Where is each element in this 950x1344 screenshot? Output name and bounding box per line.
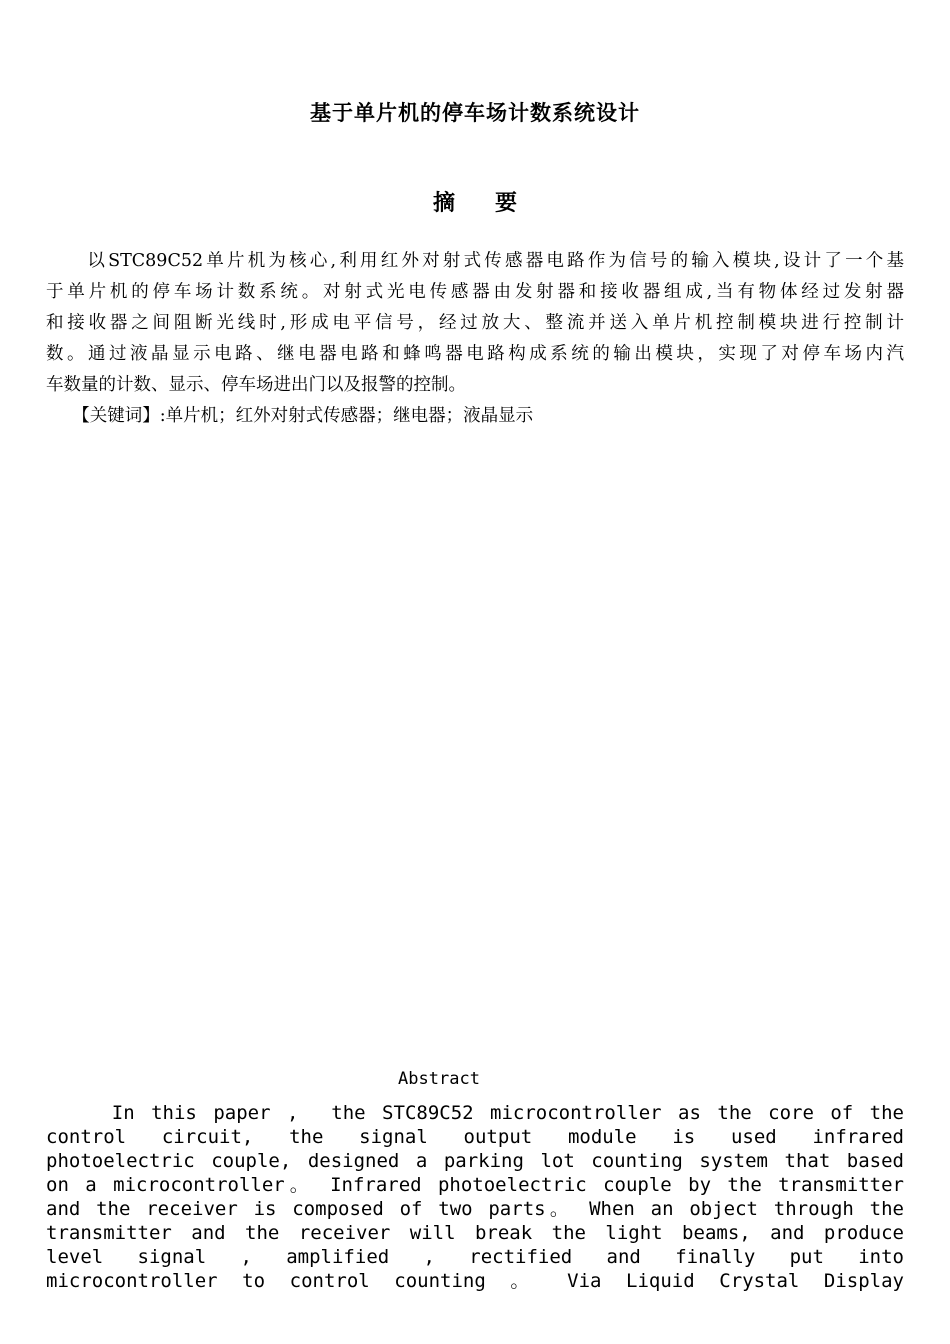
page-title: 基于单片机的停车场计数系统设计 [310,101,640,125]
abstract-en-line-1: In this paper , the STC89C52 microcontroller as the core of the [46,1102,904,1124]
abstract-en-line-8: microcontroller to control counting 。 Via Liquid Crystal Display [46,1270,904,1292]
abstract-en-line-3: photoelectric couple, designed a parking lot counting system that based [46,1150,904,1172]
abstract-heading-char-1: 摘 [432,191,455,216]
abstract-cn-line-3: 和接收器之间阻断光线时,形成电平信号，经过放大、整流并送入单片机控制模块进行控制计 [46,313,904,333]
abstract-heading [0,186,950,217]
keywords-line: 【关键词】:单片机；红外对射式传感器；继电器；液晶显示 [46,406,534,426]
abstract-cn-line-2: 于单片机的停车场计数系统。对射式光电传感器由发射器和接收器组成,当有物体经过发射器 [46,282,904,302]
abstract-en-line-2: control circuit, the signal output module is used infrared [46,1126,904,1148]
abstract-cn-line-1: 以STC89C52单片机为核心,利用红外对射式传感器电路作为信号的输入模块,设计了一个基 [46,251,904,271]
abstract-cn-line-4: 数。通过液晶显示电路、继电器电路和蜂鸣器电路构成系统的输出模块，实现了对停车场内汽 [46,344,904,364]
abstract-en-line-5: and the receiver is composed of two parts。 When an object through the [46,1198,904,1220]
abstract-en-line-6: transmitter and the receiver will break the light beams, and produce [46,1222,904,1244]
abstract-heading-char-2: 要 [495,191,518,216]
abstract-en-heading: Abstract [398,1069,480,1089]
abstract-cn-line-5: 车数量的计数、显示、停车场进出门以及报警的控制。 [46,375,466,395]
abstract-en-line-7: level signal , amplified , rectified and finally put into [46,1246,904,1268]
abstract-en-line-4: on a microcontroller。 Infrared photoelectric couple by the transmitter [46,1174,904,1196]
